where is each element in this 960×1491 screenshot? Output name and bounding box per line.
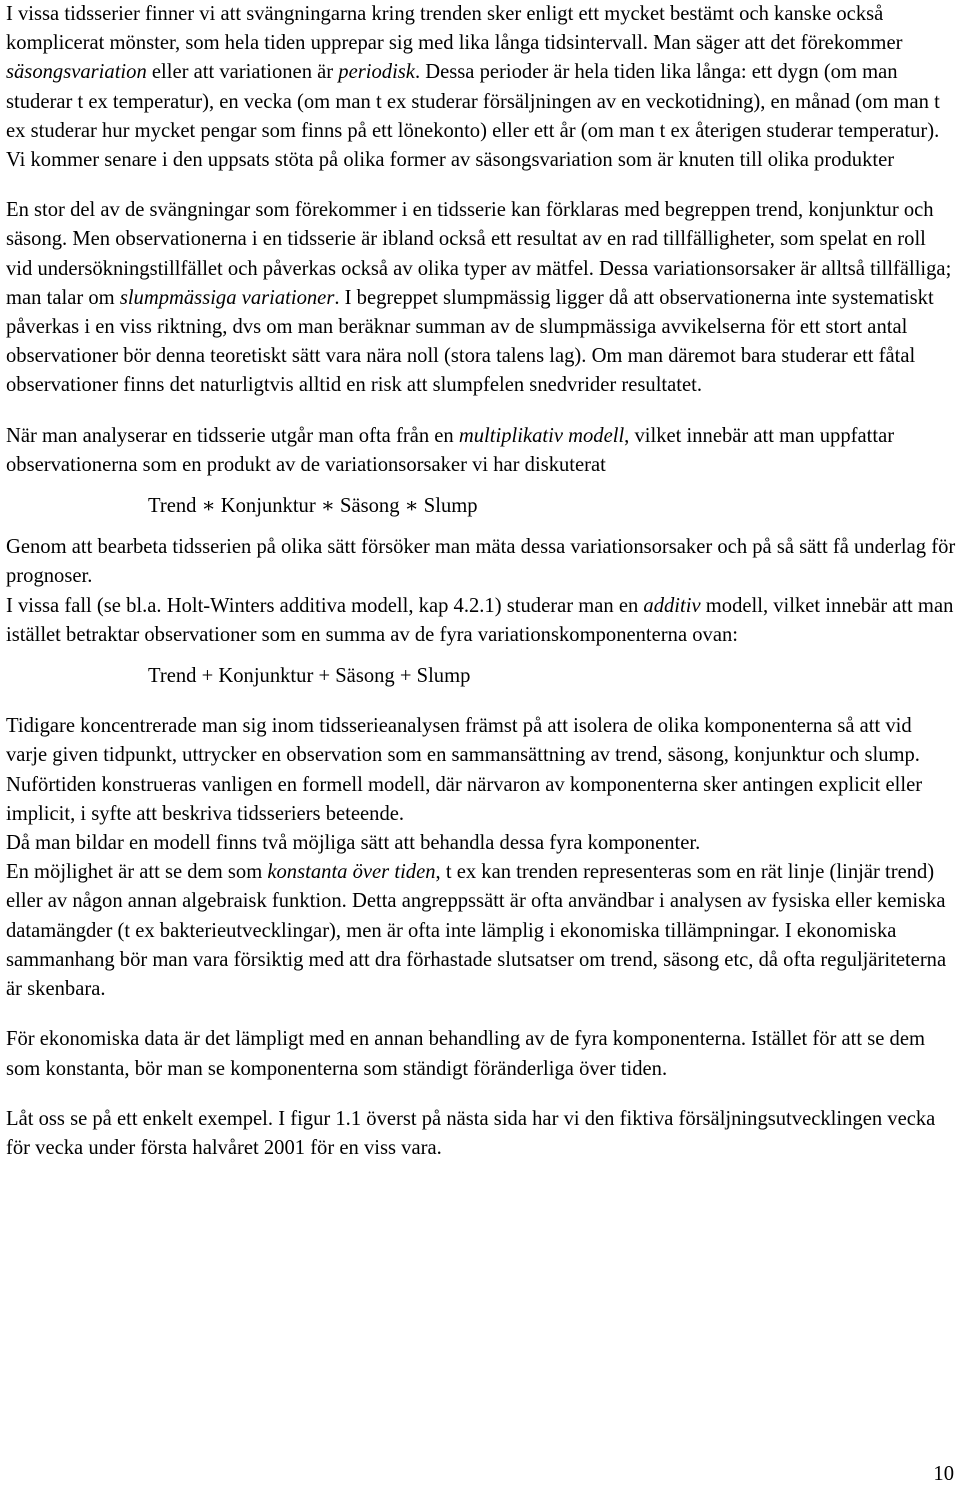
paragraph-earlier-analysis: Tidigare koncentrerade man sig inom tidsserieanalysen främst på att isolera de olika komponenterna så att vid varje given tidpunkt, uttrycker en observation som en sammansättning av trend, säsong, konjunktur och slump. (6, 715, 920, 767)
term-konstanta-over-tiden: konstanta över tiden (267, 861, 436, 884)
term-periodisk: periodisk (338, 61, 415, 84)
term-slumpmassiga-variationer: slumpmässiga variationer (119, 286, 335, 309)
formula-additive: Trend + Konjunktur + Säsong + Slump (148, 665, 471, 688)
paragraph-formal-model: Nuförtiden konstrueras vanligen en formell modell, där närvaron av komponenterna sker antingen explicit eller implicit, i syfte att beskriva tidsseriers beteende. (6, 773, 923, 825)
paragraph-forecast-basis: Genom att bearbeta tidsserien på olika sätt försöker man mäta dessa variationsorsaker och på så sätt få underlag för prognoser. (6, 536, 956, 588)
paragraph-two-ways: Då man bildar en modell finns två möjliga sätt att behandla dessa fyra komponenter. (6, 832, 701, 855)
paragraph-seasonal-variation: I vissa tidsserier finner vi att svängningarna kring trenden sker enligt ett mycket bestämt och kanske också komplicerat mönster, som hela tiden upprepar sig med lika långa tidsintervall. Man säger att det förekommer säsongsvariation eller att variationen är periodisk. Dessa perioder är hela tiden lika långa: ett dygn (om man studerar t ex temperatur), en vecka (om man t ex studerar försäljningen av en veckotidning), en månad (om man t ex studerar hur mycket pengar som finns på ett lönekonto) eller ett år (om man t ex återigen studerar temperatur). (6, 3, 940, 142)
paragraph-multiplicative-model: När man analyserar en tidsserie utgår man ofta från en multiplikativ modell, vilket innebär att man uppfattar observationerna som en produkt av de variationsorsaker vi har diskuterat (6, 424, 895, 476)
term-additiv: additiv (643, 594, 701, 617)
formula-multiplicative: Trend ∗ Konjunktur ∗ Säsong ∗ Slump (148, 495, 478, 518)
paragraph-later-essay: Vi kommer senare i den uppsats stöta på olika former av säsongsvariation som är knuten till olika produkter (6, 149, 895, 172)
paragraph-additive-model: I vissa fall (se bl.a. Holt-Winters additiva modell, kap 4.2.1) studerar man en additiv modell, vilket innebär att man istället betraktar observationer som en summa av de fyra variationskomponenterna ovan: (6, 594, 954, 646)
paragraph-economic-data: För ekonomiska data är det lämpligt med en annan behandling av de fyra komponenterna. Istället för att se dem som konstanta, bör man se komponenterna som ständigt föränderliga över tiden. (6, 1028, 925, 1080)
document-page (6, 0, 956, 1163)
page-number: 10 (933, 1463, 954, 1485)
paragraph-random-variation: En stor del av de svängningar som förekommer i en tidsserie kan förklaras med begreppen trend, konjunktur och säsong. Men observationerna i en tidsserie är ibland också ett resultat av en rad tillfälligheter, som spelat en roll vid undersökningstillfället och påverkas också av olika typer av mätfel. Dessa variationsorsaker är alltså tillfälliga; man talar om slumpmässiga variationer. I begreppet slumpmässig ligger då att observationerna inte systematiskt påverkas i en viss riktning, dvs om man beräknar summan av de slumpmässiga avvikelserna för ett stort antal observationer bör denna teoretiskt sätt vara nära noll (stora talens lag). Om man däremot bara studerar ett fåtal observationer finns det naturligtvis alltid en risk att slumpfelen snedvrider resultatet. (6, 199, 952, 397)
paragraph-simple-example: Låt oss se på ett enkelt exempel. I figur 1.1 överst på nästa sida har vi den fiktiva försäljningsutvecklingen vecka för vecka under första halvåret 2001 för en viss vara. (6, 1107, 936, 1159)
term-multiplikativ-modell: multiplikativ modell (458, 424, 625, 447)
term-sasongsvariation: säsongsvariation (6, 61, 147, 84)
paragraph-constant-over-time: En möjlighet är att se dem som konstanta över tiden, t ex kan trenden representeras som en rät linje (linjär trend) eller av någon annan algebraisk funktion. Detta angreppssätt är ofta användbar i analysen av fysiska eller kemiska datamängder (t ex bakterieutvecklingar), men är ofta inte lämplig i ekonomiska tillämpningar. I ekonomiska sammanhang bör man vara försiktig med att dra förhastade slutsatser om trend, säsong etc, då ofta reguljäriteterna är skenbara. (6, 861, 947, 1001)
